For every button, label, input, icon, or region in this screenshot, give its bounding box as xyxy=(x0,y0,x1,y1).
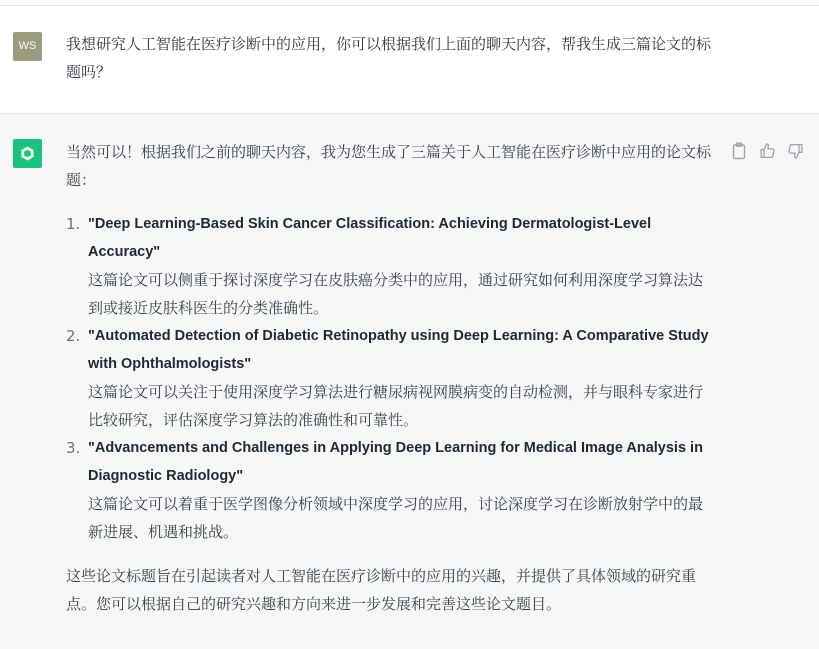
thumbs-down-icon xyxy=(787,142,804,160)
openai-logo-icon xyxy=(17,143,38,164)
paper-title: "Deep Learning-Based Skin Cancer Classification: Achieving Dermatologist-Level Accuracy" xyxy=(88,216,652,260)
copy-button[interactable] xyxy=(731,142,747,160)
user-message-text: 我想研究人工智能在医疗诊断中的应用，你可以根据我们上面的聊天内容，帮我生成三篇论文的标题吗？ xyxy=(66,35,712,81)
list-number: 2. xyxy=(66,327,81,345)
thumbs-up-icon xyxy=(759,142,776,160)
user-message-row xyxy=(0,6,819,114)
assistant-closing: 这些论文标题旨在引起读者对人工智能在医疗诊断中的应用的兴趣，并提供了具体领域的研究重点。您可以根据自己的研究兴趣和方向来进一步发展和完善这些论文题目。 xyxy=(66,567,697,613)
paper-title: "Automated Detection of Diabetic Retinopathy using Deep Learning: A Comparative Study with Ophthalmologists" xyxy=(88,328,709,372)
message-actions xyxy=(731,142,807,160)
list-item xyxy=(66,210,716,322)
paper-description: 这篇论文可以着重于医学图像分析领域中深度学习的应用，讨论深度学习在诊断放射学中的最新进展、机遇和挑战。 xyxy=(88,495,704,541)
assistant-avatar xyxy=(13,139,42,168)
clipboard-icon xyxy=(731,142,747,160)
assistant-intro: 当然可以！根据我们之前的聊天内容，我为您生成了三篇关于人工智能在医疗诊断中应用的论文标题： xyxy=(66,143,712,189)
paper-description: 这篇论文可以侧重于探讨深度学习在皮肤癌分类中的应用，通过研究如何利用深度学习算法达到或接近皮肤科医生的分类准确性。 xyxy=(88,271,704,317)
title-list xyxy=(66,210,716,546)
list-number: 1. xyxy=(66,215,81,233)
list-item xyxy=(66,434,716,546)
list-item xyxy=(66,322,716,434)
paper-title: "Advancements and Challenges in Applying Deep Learning for Medical Image Analysis in Diagnostic Radiology" xyxy=(88,440,703,484)
paper-description: 这篇论文可以关注于使用深度学习算法进行糖尿病视网膜病变的自动检测，并与眼科专家进行比较研究，评估深度学习算法的准确性和可靠性。 xyxy=(88,383,704,429)
list-number: 3. xyxy=(66,439,81,457)
assistant-message-row xyxy=(0,114,819,649)
user-avatar: WS xyxy=(13,32,42,61)
thumbs-up-button[interactable] xyxy=(759,142,775,160)
thumbs-down-button[interactable] xyxy=(787,142,803,160)
assistant-message-content xyxy=(66,138,716,618)
